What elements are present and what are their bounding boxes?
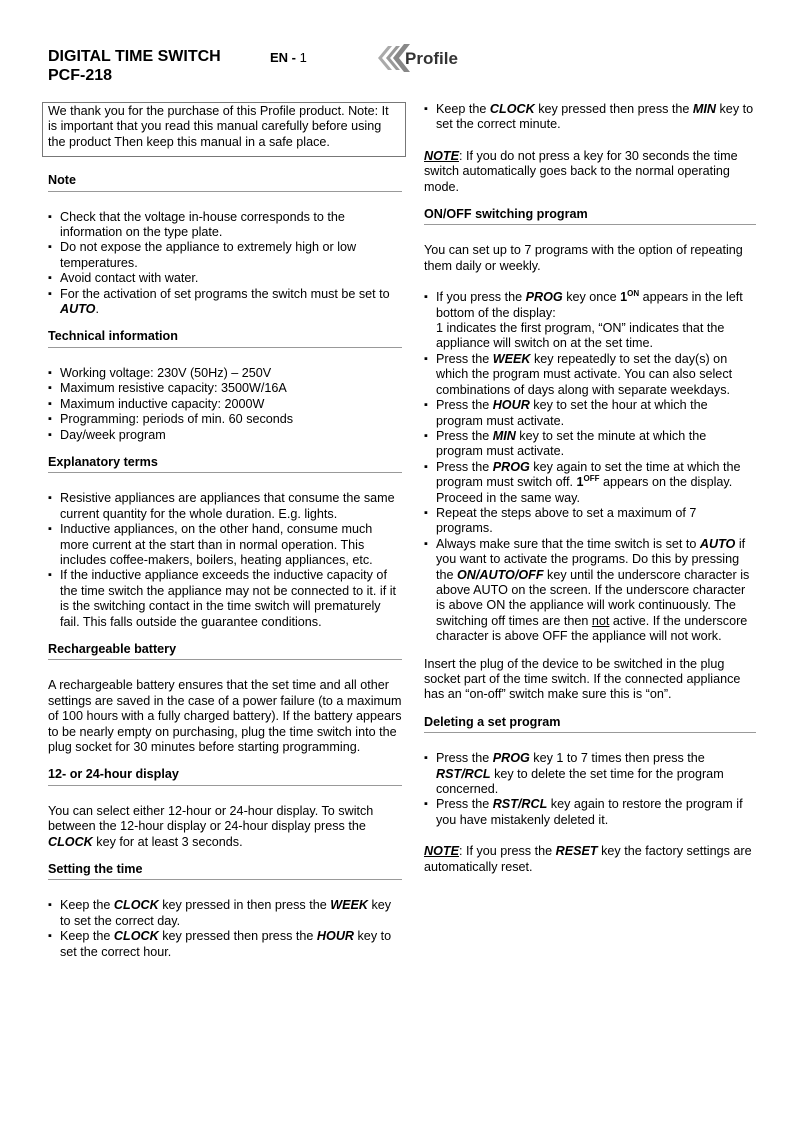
- left-column: [48, 102, 402, 960]
- list-item: ▪ Inductive appliances, on the other hand, consume much more current at the start than in normal operation. This includes coffee-makers, boilers, heating appliances, etc.: [48, 522, 402, 568]
- setting-list: [48, 898, 402, 960]
- setting-note: NOTE: If you do not press a key for 30 seconds the time switch automatically goes back to the normal operating mode.: [424, 148, 738, 194]
- intro-text: We thank you for the purchase of this Profile product. Note: It is important that you read this manual carefully before using the product Then keep this manual in a safe place.: [48, 104, 389, 149]
- display-text: You can select either 12-hour or 24-hour display. To switch between the 12-hour display or 24-hour display press the CLOCK key for at least 3 seconds.: [48, 803, 374, 849]
- profile-logo: [374, 40, 466, 76]
- list-item: ▪ Resistive appliances are appliances that consume the same current quantity for the whole duration. E.g. lights.: [48, 491, 402, 522]
- list-item: ▪ Repeat the steps above to set a maximum of 7 programs.: [424, 506, 756, 537]
- intro-box: [42, 102, 406, 157]
- right-column: [424, 102, 756, 875]
- reset-note: NOTE: If you press the RESET key the factory settings are automatically reset.: [424, 844, 752, 874]
- setting-heading: Setting the time: [48, 862, 402, 880]
- terms-heading: Explanatory terms: [48, 455, 402, 473]
- list-item: ▪ Keep the CLOCK key pressed then press the MIN key to set the correct minute.: [424, 102, 756, 133]
- technical-list: [48, 366, 402, 443]
- document-title: DIGITAL TIME SWITCH: [48, 48, 221, 65]
- plug-text: Insert the plug of the device to be switched in the plug socket part of the time switch. If the connected appliance has an “on-off” switch make sure this is “on”.: [424, 656, 741, 702]
- list-item: ▪ Press the PROG key again to set the time at which the program must switch off. $1^{OFF}$ appears on the display. Proceed in the same way.: [424, 460, 756, 506]
- display-heading: 12- or 24-hour display: [48, 767, 402, 785]
- list-item: ▪ Press the HOUR key to set the hour at which the program must activate.: [424, 398, 756, 429]
- list-item: ▪ If you press the PROG key once $1^{ON}$ appears in the left bottom of the display: 1 indicates the first program, “ON” indicates that the appliance will switch on at the set time.: [424, 290, 756, 352]
- list-item: ▪ Programming: periods of min. 60 seconds: [48, 412, 402, 427]
- battery-text: A rechargeable battery ensures that the set time and all other settings are saved in the case of a power failure (to a maximum of 100 hours with a fully charged battery). If the battery appears to be nearly empty on purchasing, plug the time switch into the plug socket for 30 minutes before starting programming.: [48, 678, 402, 754]
- list-item: ▪ If the inductive appliance exceeds the inductive capacity of the time switch the appliance may not be connected to it. if it is the switching contact in the time switch will prematurely fail. This falls outside the guarantee conditions.: [48, 568, 402, 630]
- model-code: PCF-218: [48, 67, 113, 84]
- logo-text: Profile: [405, 49, 458, 68]
- list-item: ▪ Press the PROG key 1 to 7 times then press the RST/RCL key to delete the set time for the program concerned.: [424, 751, 756, 797]
- list-item: ▪ Avoid contact with water.: [48, 271, 402, 286]
- list-item: ▪ Press the MIN key to set the minute at which the program must activate.: [424, 429, 756, 460]
- list-item: ▪ Working voltage: 230V (50Hz) – 250V: [48, 366, 402, 381]
- list-item: ▪ Maximum inductive capacity: 2000W: [48, 397, 402, 412]
- setting-list-continued: [424, 102, 756, 133]
- battery-heading: Rechargeable battery: [48, 642, 402, 660]
- language-label: EN -: [270, 50, 296, 65]
- list-item: ▪ Always make sure that the time switch is set to AUTO if you want to activate the programs. Do this by pressing the ON/AUTO/OFF key until the underscore character is above AUTO on the screen. If the underscore character is above ON the appliance will work continuously. The switching off times are then not active. If the underscore character is above OFF the appliance will not work.: [424, 537, 756, 645]
- page-indicator: [270, 50, 307, 65]
- profile-logo-icon: [374, 40, 466, 76]
- terms-list: [48, 491, 402, 630]
- note-heading: Note: [48, 173, 402, 191]
- onoff-intro: You can set up to 7 programs with the option of repeating them daily or weekly.: [424, 243, 743, 273]
- list-item: ▪ Check that the voltage in-house corresponds to the information on the type plate.: [48, 210, 402, 241]
- list-item: ▪ Do not expose the appliance to extremely high or low temperatures.: [48, 240, 402, 271]
- list-item: ▪ For the activation of set programs the switch must be set to AUTO.: [48, 287, 402, 318]
- list-item: ▪ Maximum resistive capacity: 3500W/16A: [48, 381, 402, 396]
- deleting-list: [424, 751, 756, 828]
- note-list: [48, 210, 402, 318]
- list-item: ▪ Press the WEEK key repeatedly to set the day(s) on which the program must activate. You can also select combinations of days along with separate weekdays.: [424, 352, 756, 398]
- deleting-heading: Deleting a set program: [424, 715, 756, 733]
- list-item: ▪ Day/week program: [48, 428, 402, 443]
- page-number: 1: [299, 50, 307, 65]
- list-item: ▪ Keep the CLOCK key pressed in then press the WEEK key to set the correct day.: [48, 898, 402, 929]
- onoff-list: [424, 290, 756, 644]
- onoff-heading: ON/OFF switching program: [424, 207, 756, 225]
- technical-heading: Technical information: [48, 329, 402, 347]
- list-item: ▪ Press the RST/RCL key again to restore the program if you have mistakenly deleted it.: [424, 797, 756, 828]
- list-item: ▪ Keep the CLOCK key pressed then press the HOUR key to set the correct hour.: [48, 929, 402, 960]
